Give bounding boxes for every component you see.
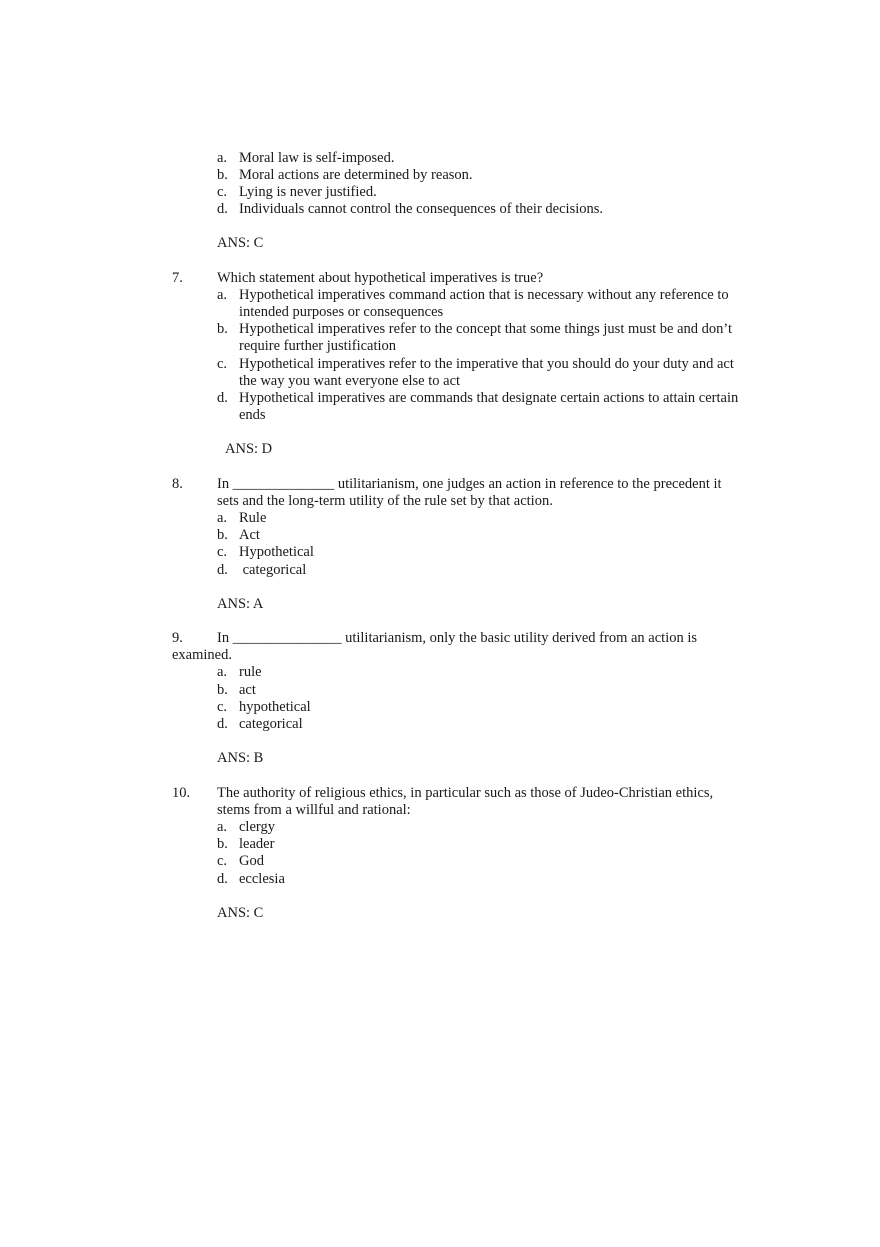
- option-text: Hypothetical imperatives refer to the concept that some things just must be and don’t: [239, 321, 733, 337]
- option-text: Lying is never justified.: [239, 184, 377, 200]
- option-letter: a.: [217, 664, 228, 680]
- question-number: 9.: [172, 630, 183, 646]
- option-letter: d.: [217, 390, 228, 406]
- option-text: categorical: [239, 716, 303, 732]
- option-text-continued: ends: [239, 407, 266, 423]
- option-letter: d.: [217, 562, 228, 578]
- option-letter: d.: [217, 201, 228, 217]
- question-stem: In ______________ utilitarianism, one judges an action in reference to the precedent it: [217, 476, 722, 492]
- option-letter: c.: [217, 699, 228, 715]
- option-text-continued: require further justification: [239, 338, 397, 354]
- option-letter: b.: [217, 321, 228, 337]
- option-text: Hypothetical: [239, 544, 314, 560]
- question-number: 7.: [172, 270, 183, 286]
- answer-9: ANS: B: [217, 750, 264, 766]
- option-letter: c.: [217, 544, 228, 560]
- option-text: Moral law is self-imposed.: [239, 150, 395, 166]
- option-text: Moral actions are determined by reason.: [239, 167, 473, 183]
- question-number: 10.: [172, 785, 191, 801]
- option-text: act: [239, 682, 256, 698]
- option-letter: b.: [217, 167, 228, 183]
- option-text: Hypothetical imperatives command action that is necessary without any reference to: [239, 287, 729, 303]
- option-text-continued: the way you want everyone else to act: [239, 373, 461, 389]
- option-letter: a.: [217, 510, 228, 526]
- option-letter: d.: [217, 716, 228, 732]
- answer-6: ANS: C: [217, 235, 264, 251]
- option-text: leader: [239, 836, 275, 852]
- answer-7: ANS: D: [225, 441, 273, 457]
- option-text: ecclesia: [239, 871, 285, 887]
- option-text: Individuals cannot control the consequences of their decisions.: [239, 201, 604, 217]
- option-letter: a.: [217, 150, 228, 166]
- option-letter: b.: [217, 527, 228, 543]
- question-stem-continued: stems from a willful and rational:: [217, 802, 411, 818]
- answer-8: ANS: A: [217, 596, 264, 612]
- option-text: Rule: [239, 510, 267, 526]
- option-letter: a.: [217, 287, 228, 303]
- option-text-continued: intended purposes or consequences: [239, 304, 444, 320]
- option-text: God: [239, 853, 264, 869]
- option-text: hypothetical: [239, 699, 311, 715]
- question-stem-continued: examined.: [172, 647, 232, 663]
- answer-10: ANS: C: [217, 905, 264, 921]
- question-stem: The authority of religious ethics, in particular such as those of Judeo-Christian ethics,: [217, 785, 714, 801]
- question-number: 8.: [172, 476, 183, 492]
- option-text: clergy: [239, 819, 275, 835]
- option-text: Hypothetical imperatives are commands that designate certain actions to attain certain: [239, 390, 739, 406]
- question-stem: In _______________ utilitarianism, only the basic utility derived from an action is: [217, 630, 698, 646]
- option-letter: a.: [217, 819, 228, 835]
- question-stem-continued: sets and the long-term utility of the rule set by that action.: [217, 493, 553, 509]
- question-stem: Which statement about hypothetical imperatives is true?: [217, 270, 544, 286]
- option-letter: c.: [217, 853, 228, 869]
- option-letter: c.: [217, 356, 228, 372]
- option-letter: b.: [217, 836, 228, 852]
- option-letter: b.: [217, 682, 228, 698]
- option-text: categorical: [239, 562, 307, 578]
- option-text: Act: [239, 527, 260, 543]
- option-text: rule: [239, 664, 262, 680]
- option-text: Hypothetical imperatives refer to the imperative that you should do your duty and act: [239, 356, 734, 372]
- option-letter: d.: [217, 871, 228, 887]
- option-letter: c.: [217, 184, 228, 200]
